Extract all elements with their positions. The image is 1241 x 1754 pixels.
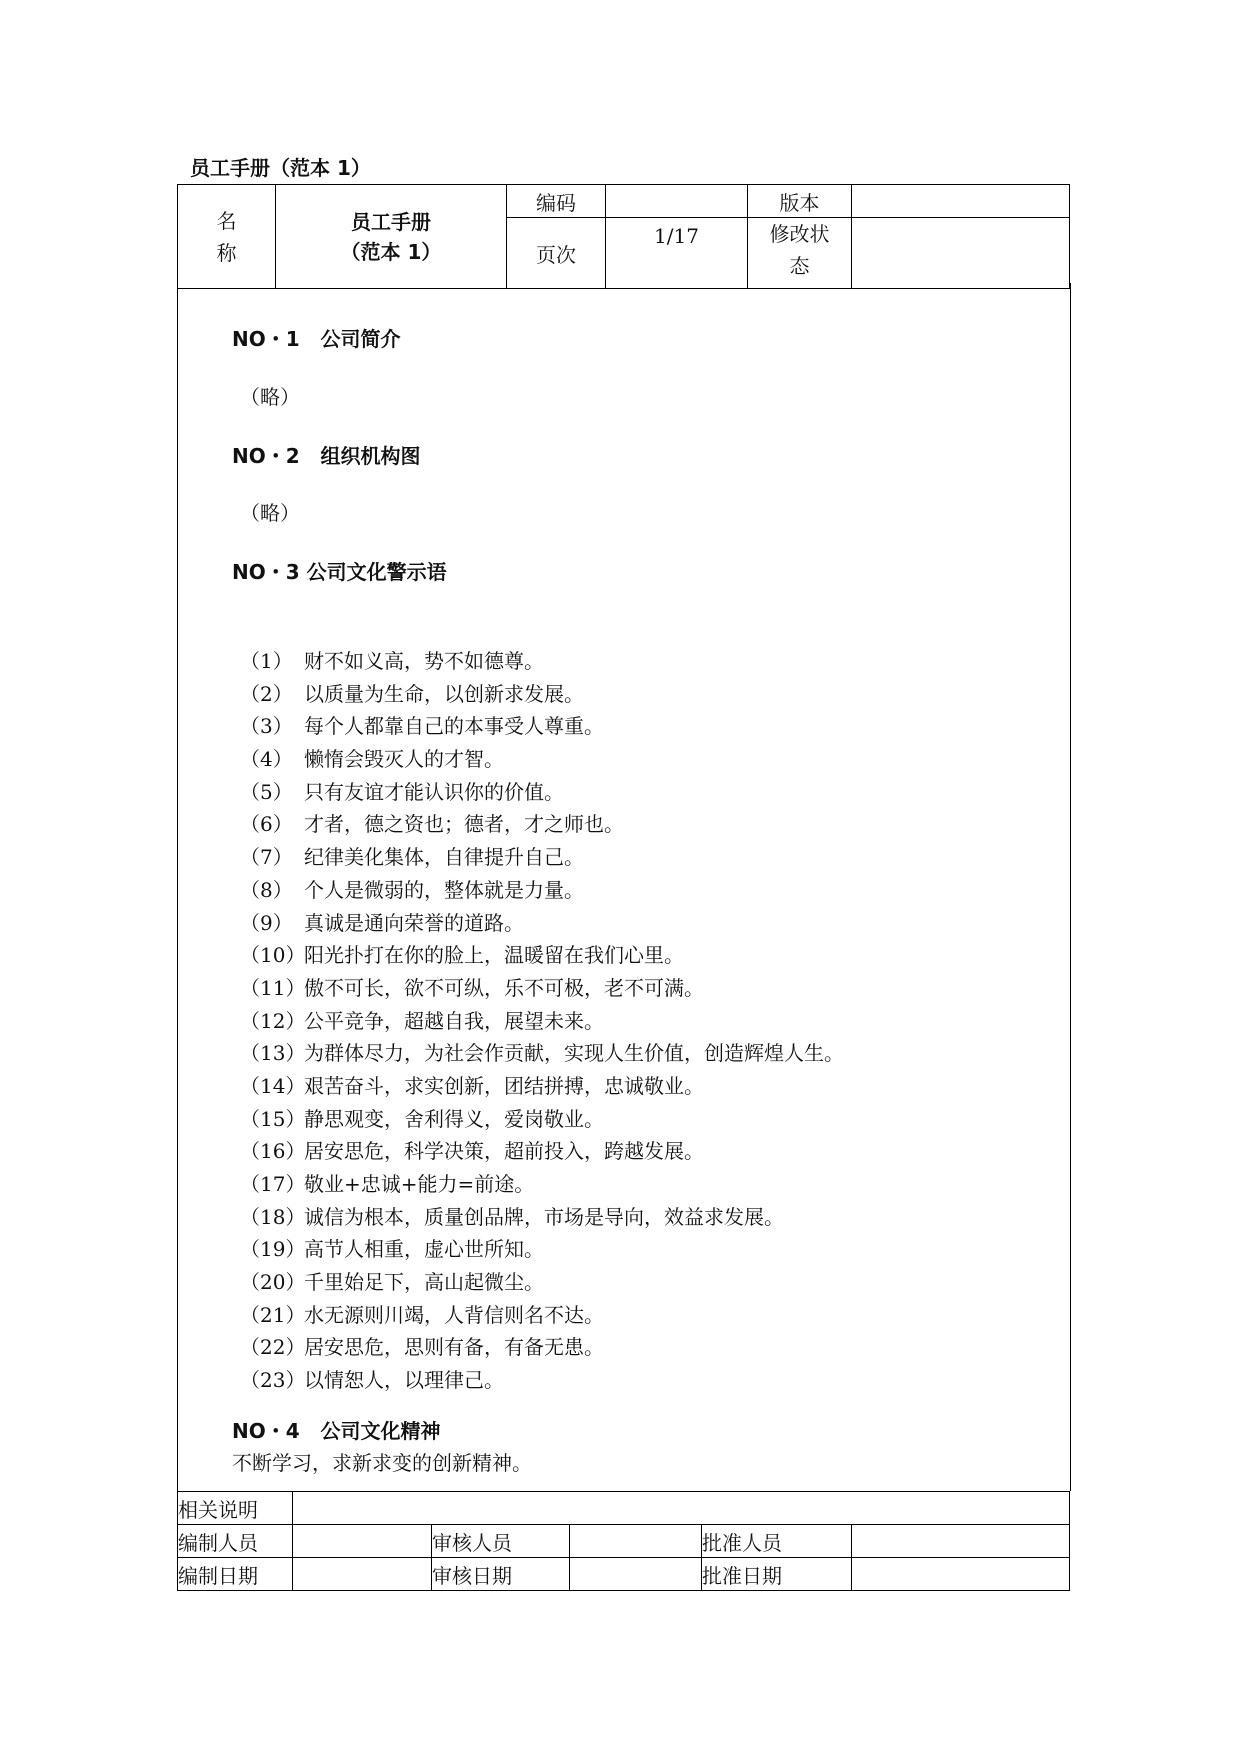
reviewed-by-label: 审核人员 xyxy=(432,1525,570,1558)
list-item: （2） 以质量为生命，以创新求发展。 xyxy=(240,681,584,706)
version-value xyxy=(852,185,1070,218)
prepared-date-value xyxy=(293,1558,432,1591)
page-label: 页次 xyxy=(507,218,606,289)
list-item: （13）为群体尽力，为社会作贡献，实现人生价值，创造辉煌人生。 xyxy=(240,1041,844,1066)
list-item: （6） 才者，德之资也；德者，才之师也。 xyxy=(240,812,624,837)
manual-title: 员工手册 xyxy=(351,209,431,234)
motto-list xyxy=(240,645,844,1397)
list-item: （3） 每个人都靠自己的本事受人尊重。 xyxy=(240,714,604,739)
header-table xyxy=(177,184,1070,289)
list-item: （1） 财不如义高，势不如德尊。 xyxy=(240,649,544,673)
code-value xyxy=(606,185,748,218)
section-note-2: （略） xyxy=(240,501,300,525)
page-value: 1/17 xyxy=(606,218,748,289)
list-item: （15）静思观变，舍利得义，爱岗敬业。 xyxy=(240,1106,604,1131)
section-heading-4: NO・4 公司文化精神 xyxy=(232,1419,441,1443)
list-item: （16）居安思危，科学决策，超前投入，跨越发展。 xyxy=(240,1139,704,1164)
revision-label: 修改状 态 xyxy=(748,218,852,289)
approved-by-value xyxy=(852,1525,1070,1558)
manual-subtitle: （范本 1） xyxy=(340,239,442,264)
name-label: 名 称 xyxy=(178,185,276,289)
approved-date-label: 批准日期 xyxy=(702,1558,852,1591)
list-item: （7） 纪律美化集体，自律提升自己。 xyxy=(240,845,584,870)
prepared-by-value xyxy=(293,1525,432,1558)
list-item: （11）傲不可长，欲不可纵，乐不可极，老不可满。 xyxy=(240,975,704,1000)
version-label: 版本 xyxy=(748,185,852,218)
approval-table xyxy=(177,1491,1070,1591)
content-body xyxy=(177,283,1071,1491)
manual-title-cell xyxy=(276,185,507,289)
list-item: （12）公平竞争，超越自我，展望未来。 xyxy=(240,1008,604,1033)
section-heading-1: NO・1 公司简介 xyxy=(232,327,401,351)
list-item: （10）阳光扑打在你的脸上，温暖留在我们心里。 xyxy=(240,943,684,968)
list-item: （9） 真诚是通向荣誉的道路。 xyxy=(240,910,524,935)
section-heading-3: NO・3 公司文化警示语 xyxy=(232,560,447,584)
related-notes-label: 相关说明 xyxy=(178,1492,293,1525)
code-label: 编码 xyxy=(507,185,606,218)
list-item: （8） 个人是微弱的，整体就是力量。 xyxy=(240,877,584,902)
approved-by-label: 批准人员 xyxy=(702,1525,852,1558)
reviewed-by-value xyxy=(570,1525,702,1558)
list-item: （23）以情恕人，以理律己。 xyxy=(240,1368,504,1393)
list-item: （17）敬业+忠诚+能力=前途。 xyxy=(240,1172,535,1196)
culture-spirit-text: 不断学习，求新求变的创新精神。 xyxy=(232,1451,532,1475)
reviewed-date-label: 审核日期 xyxy=(432,1558,570,1591)
prepared-date-label: 编制日期 xyxy=(178,1558,293,1591)
list-item: （4） 懒惰会毁灭人的才智。 xyxy=(240,747,504,772)
list-item: （20）千里始足下，高山起微尘。 xyxy=(240,1270,544,1295)
related-notes-value xyxy=(293,1492,1070,1525)
document-title: 员工手册（范本 1） xyxy=(190,156,371,180)
list-item: （18）诚信为根本，质量创品牌，市场是导向，效益求发展。 xyxy=(240,1204,784,1229)
list-item: （22）居安思危，思则有备，有备无患。 xyxy=(240,1335,604,1360)
revision-value xyxy=(852,218,1070,289)
list-item: （21）水无源则川竭，人背信则名不达。 xyxy=(240,1302,604,1327)
list-item: （5） 只有友谊才能认识你的价值。 xyxy=(240,779,564,804)
approved-date-value xyxy=(852,1558,1070,1591)
reviewed-date-value xyxy=(570,1558,702,1591)
prepared-by-label: 编制人员 xyxy=(178,1525,293,1558)
list-item: （14）艰苦奋斗，求实创新，团结拼搏，忠诚敬业。 xyxy=(240,1073,704,1098)
list-item: （19）高节人相重，虚心世所知。 xyxy=(240,1237,544,1262)
section-note-1: （略） xyxy=(240,385,300,409)
section-heading-2: NO・2 组织机构图 xyxy=(232,444,421,468)
